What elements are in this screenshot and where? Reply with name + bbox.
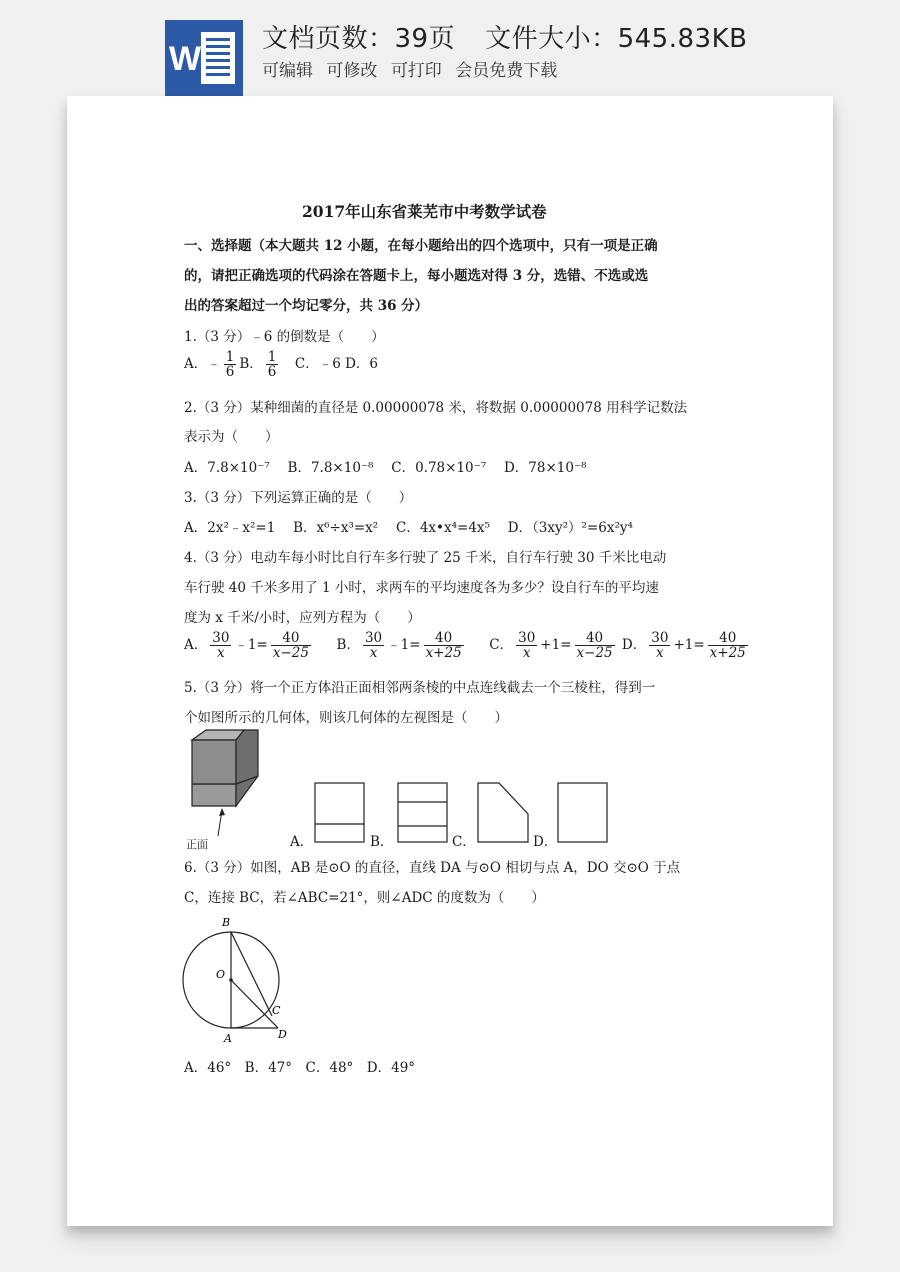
q4-stem-line-3: 度为 x 千米/小时，应列方程为（ ） xyxy=(184,610,421,626)
section-intro-line-3: 出的答案超过一个均记零分，共 36 分） xyxy=(184,298,429,314)
q3-options: A．2x²﹣x²=1 B．x⁶÷x³=x² C．4x•x⁴=4x⁵ D．（3xy²）²=6x²y⁴ xyxy=(184,520,633,536)
q4-c-right-fraction: $\frac{40}{x-25}$ xyxy=(576,630,613,662)
document-page xyxy=(67,96,833,1226)
point-b-label: B xyxy=(222,916,231,929)
exam-title: 2017年山东省莱芜市中考数学试卷 xyxy=(302,202,547,221)
q1-option-b-fraction: $\frac{1}{6}$ xyxy=(267,349,277,381)
q1-options xyxy=(184,350,378,379)
q1-option-b-prefix: B． xyxy=(239,356,263,373)
point-a-label: A xyxy=(224,1032,232,1044)
q4-option-a-label: A． xyxy=(184,637,208,654)
q5-stem-line-1: 5.（3 分）将一个正方体沿正面相邻两条棱的中点连线截去一个三棱柱，得到一 xyxy=(184,680,656,696)
q2-stem-line-1: 2.（3 分）某种细菌的直径是 0.00000078 米，将数据 0.00000078 用科学记数法 xyxy=(184,400,688,416)
q5-option-c-label: C． xyxy=(452,834,476,850)
q6-stem-line-1: 6.（3 分）如图，AB 是⊙O 的直径，直线 DA 与⊙O 相切与点 A，DO 交⊙O 于点 xyxy=(184,860,681,876)
q4-option-d-label: D． xyxy=(621,637,647,654)
word-document-icon xyxy=(165,20,243,96)
q6-options: A．46° B．47° C．48° D．49° xyxy=(184,1060,416,1076)
q4-options: A． $\frac{30}{x}$ ﹣1= $\frac{40}{x-25}$ B． $\frac{30}{x}$ ﹣1= $\frac{40}{x+25}$ C． $\frac{30}{x}$ +1= $\frac{40}{x-25}$ D． $\frac{30}{x}$ +1= $\frac{40}{x+25}$ xyxy=(184,630,746,662)
q1-options-cd: C．﹣6 D．6 xyxy=(281,356,378,373)
section-intro-line-2: 的，请把正确选项的代码涂在答题卡上，每小题选对得 3 分，选错、不选或选 xyxy=(184,268,649,284)
page-count: 文档页数：39页 xyxy=(262,24,456,54)
q4-b-right-fraction: $\frac{40}{x+25}$ xyxy=(425,630,462,662)
feature-list xyxy=(262,56,565,81)
feature-modifiable: 可修改 xyxy=(326,61,378,81)
q5-option-d-label: D． xyxy=(533,834,558,850)
q6-circle-figure xyxy=(180,912,296,1044)
word-icon-letter: W xyxy=(168,40,202,78)
front-label: 正面 xyxy=(186,838,208,851)
q5-option-a-label: A． xyxy=(290,834,314,850)
q4-option-b-label: B． xyxy=(336,637,360,654)
q5-option-a-view xyxy=(314,782,366,844)
q4-stem-line-1: 4.（3 分）电动车每小时比自行车多行驶了 25 千米，自行车行驶 30 千米比电动 xyxy=(184,550,667,566)
section-intro-line-1: 一、选择题（本大题共 12 小题，在每小题给出的四个选项中，只有一项是正确 xyxy=(184,238,658,254)
q2-stem-line-2: 表示为（ ） xyxy=(184,429,279,445)
q4-stem-line-2: 车行驶 40 千米多用了 1 小时，求两车的平均速度各为多少？设自行车的平均速 xyxy=(184,580,659,596)
q4-option-c-label: C． xyxy=(489,637,514,654)
point-o-label: O xyxy=(216,968,226,981)
q5-solid-figure xyxy=(184,726,274,852)
q5-option-c-view xyxy=(477,782,531,844)
q4-d-left-fraction: $\frac{30}{x}$ xyxy=(651,630,669,662)
feature-editable: 可编辑 xyxy=(262,61,313,81)
point-d-label: D xyxy=(278,1028,287,1041)
q5-stem-line-2: 个如图所示的几何体，则该几何体的左视图是（ ） xyxy=(184,710,508,726)
document-info-header xyxy=(0,0,900,96)
feature-printable: 可打印 xyxy=(390,61,442,81)
q5-option-d-view xyxy=(557,782,609,844)
q4-a-left-fraction: $\frac{30}{x}$ xyxy=(212,630,230,662)
q1-option-a-prefix: A．﹣ xyxy=(184,356,221,373)
file-size: 文件大小：545.83KB xyxy=(485,24,748,54)
q3-stem: 3.（3 分）下列运算正确的是（ ） xyxy=(184,490,413,506)
q6-stem-line-2: C，连接 BC，若∠ABC=21°，则∠ADC 的度数为（ ） xyxy=(184,890,545,906)
q4-d-right-fraction: $\frac{40}{x+25}$ xyxy=(709,630,746,662)
point-c-label: C xyxy=(272,1004,281,1017)
q1-stem: 1.（3 分）﹣6 的倒数是（ ） xyxy=(184,329,385,345)
q1-option-a-fraction: $\frac{1}{6}$ xyxy=(225,349,235,381)
feature-member-download: 会员免费下载 xyxy=(455,61,558,81)
q2-options: A．7.8×10⁻⁷ B．7.8×10⁻⁸ C．0.78×10⁻⁷ D．78×10⁻⁸ xyxy=(184,460,587,476)
q5-option-b-view xyxy=(397,782,449,844)
q4-a-right-fraction: $\frac{40}{x-25}$ xyxy=(272,630,309,662)
q5-option-b-label: B． xyxy=(370,834,394,850)
q4-c-left-fraction: $\frac{30}{x}$ xyxy=(518,630,536,662)
file-stats xyxy=(262,18,747,55)
q4-b-left-fraction: $\frac{30}{x}$ xyxy=(364,630,383,662)
